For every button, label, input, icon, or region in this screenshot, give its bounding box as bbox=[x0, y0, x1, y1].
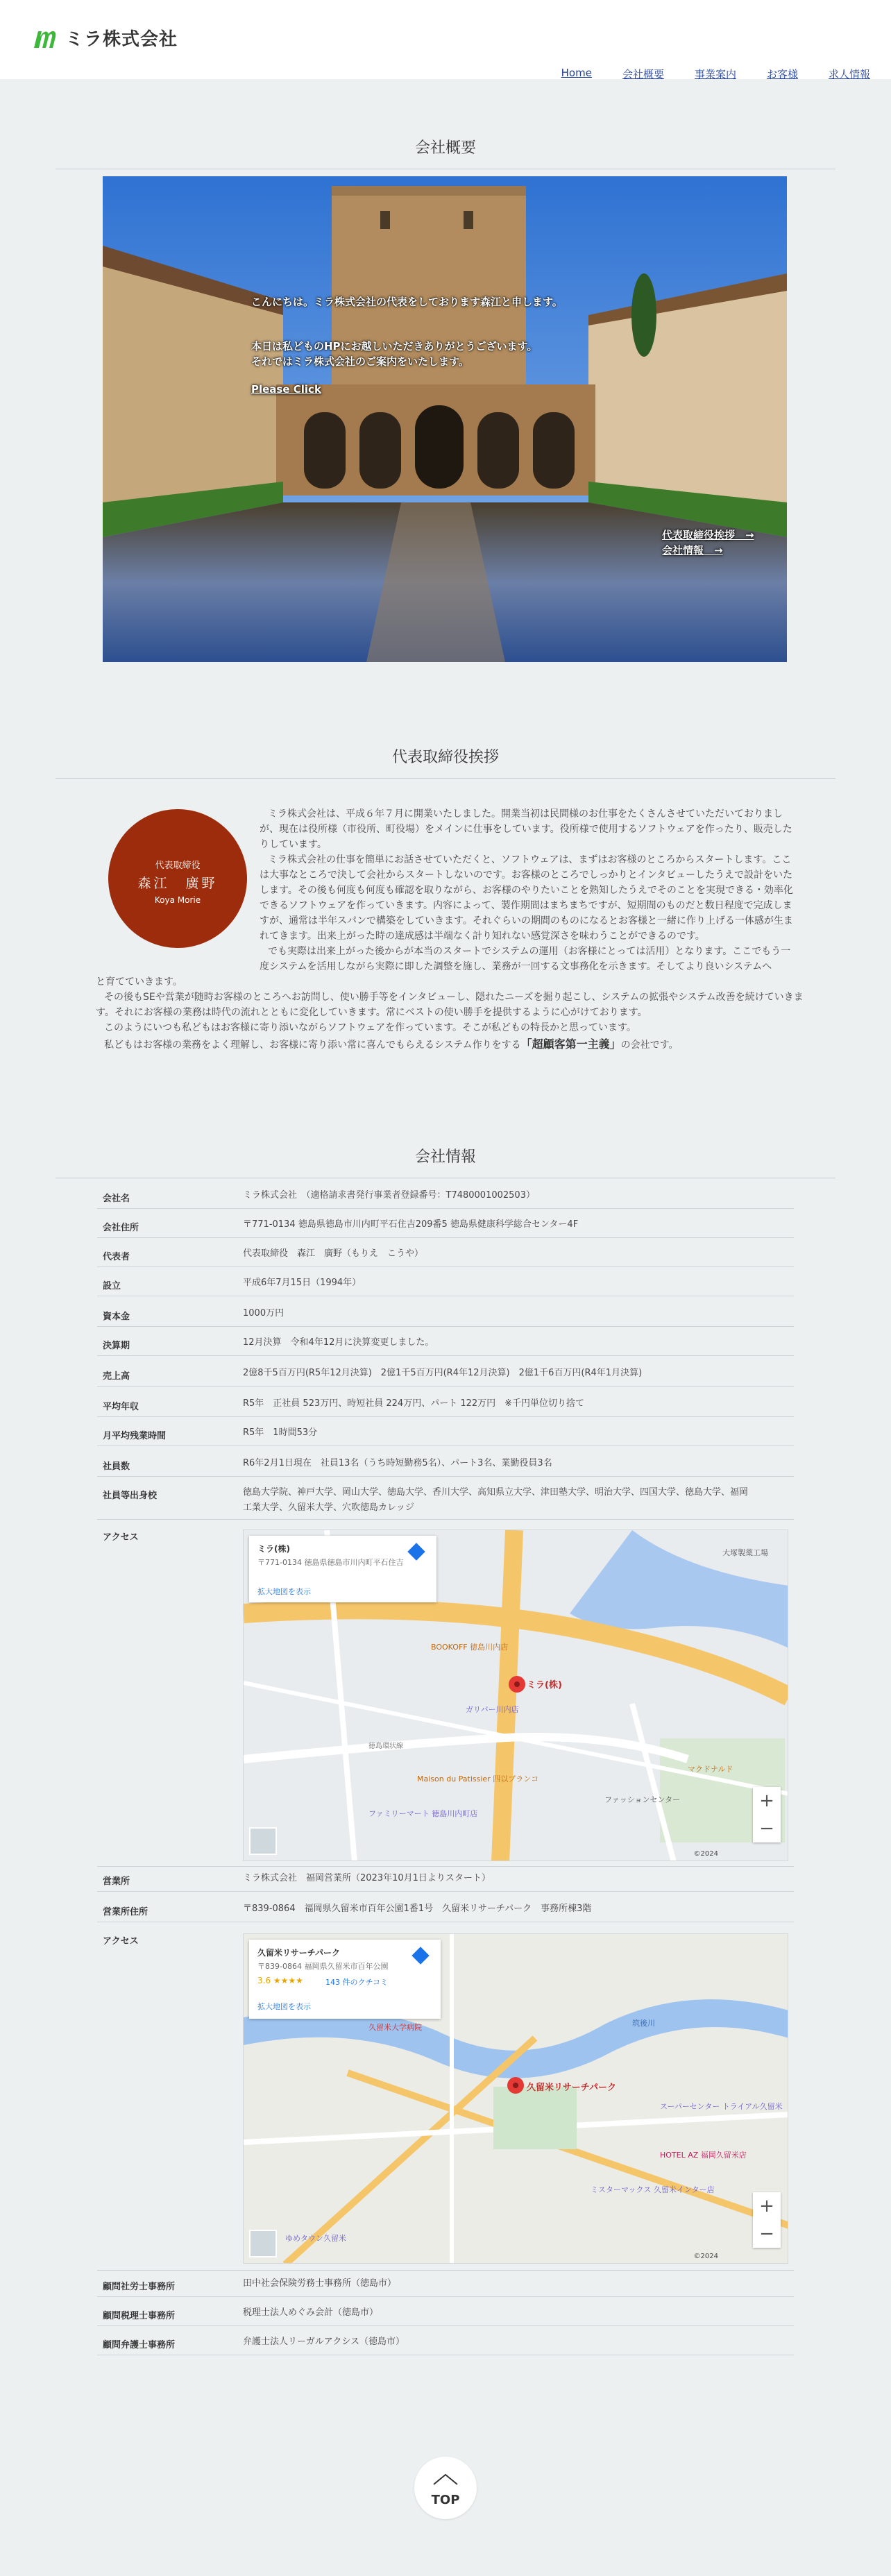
row-value: 12月決算 令和4年12月に決算変更しました。 bbox=[243, 1337, 434, 1348]
row-value: 代表取締役 森江 廣野（もりえ こうや） bbox=[243, 1248, 424, 1259]
nav-company[interactable]: 会社概要 bbox=[622, 68, 664, 80]
hero-image bbox=[103, 176, 787, 662]
table-row bbox=[97, 1276, 794, 1296]
directions-icon[interactable] bbox=[407, 1543, 425, 1560]
map-place-label: 大塚製薬工場 bbox=[722, 1548, 768, 1557]
table-row bbox=[97, 1485, 794, 1520]
hero-photo bbox=[103, 176, 787, 662]
map-attribution: ©2024 bbox=[693, 1850, 718, 1858]
map-place-label: 筑後川 bbox=[632, 2019, 655, 2028]
greeting-motto: 「超顧客第一主義」 bbox=[520, 1037, 621, 1051]
map-place-label: スーパーセンター トライアル久留米 bbox=[660, 2102, 783, 2111]
row-key: 営業所住所 bbox=[103, 1907, 148, 1917]
row-value-line: 徳島大学院、神戸大学、岡山大学、徳島大学、香川大学、高知県立大学、津田塾大学、明治大学、四国大学、徳島大学、福岡 bbox=[243, 1487, 749, 1498]
logo-text: ミラ株式会社 bbox=[65, 29, 178, 50]
row-value: 〒771-0134 徳島県徳島市川内町平石住吉209番5 徳島県健康科学総合センター4F bbox=[243, 1219, 579, 1230]
hero-thanks: 本日は私どものHPにお越しいただきありがとうございます。 bbox=[251, 340, 538, 353]
row-value: R6年2月1日現在 社員13名（うち時短勤務5名）、パート3名、業勤役員3名 bbox=[243, 1458, 552, 1468]
row-value-line: 工業大学、久留米大学、穴吹徳島カレッジ bbox=[243, 1502, 414, 1513]
map-place-label: Maison du Patissier 四以ブランコ bbox=[417, 1774, 539, 1783]
row-value: 弁護士法人リーガルアクシス（徳島市） bbox=[243, 2337, 405, 2347]
map-zoom-controls bbox=[753, 1787, 781, 1842]
map-card-link[interactable]: 拡大地図を表示 bbox=[257, 2002, 311, 2011]
row-value bbox=[243, 1485, 748, 1516]
map-place-label: ファッションセンター bbox=[604, 1795, 681, 1804]
nav-recruit[interactable]: 求人情報 bbox=[828, 68, 870, 80]
row-key: 顧問社労士事務所 bbox=[103, 2282, 176, 2292]
row-key: 会社名 bbox=[103, 1194, 130, 1204]
greeting-line: と育てていきます。 bbox=[96, 976, 183, 988]
greeting-line: できるソフトウェアを作っていきます。内容によって、製作期間はまちまちですが、短期間のものだと数日程度で完成しま bbox=[260, 900, 792, 911]
ceo-roman-name: Koya Morie bbox=[154, 895, 201, 905]
greeting-closing bbox=[104, 1037, 679, 1053]
map-card-address: 〒839-0864 福岡県久留米市百年公園 bbox=[257, 1962, 389, 1971]
hero-guide: それではミラ株式会社のご案内をいたします。 bbox=[251, 355, 469, 368]
map-card-link[interactable]: 拡大地図を表示 bbox=[257, 1587, 311, 1596]
map-place-label: HOTEL AZ 福岡久留米店 bbox=[660, 2151, 747, 2160]
zoom-out-button[interactable]: − bbox=[759, 1818, 774, 1839]
table-row bbox=[97, 1396, 794, 1417]
map-place-label: ファミリーマート 徳島川内町店 bbox=[368, 1809, 478, 1818]
table-row bbox=[97, 1425, 794, 1446]
greeting-line: りしています。 bbox=[260, 839, 327, 850]
greeting-line: れてきます。出来上がった時の達成感は半端なく計り知れない感覚深さを味わうことができるのです。 bbox=[260, 931, 705, 942]
row-value: ミラ株式会社 （適格請求書発行事業者登録番号：T7480001002503） bbox=[243, 1190, 535, 1201]
row-key: 社員数 bbox=[103, 1461, 130, 1472]
map-place-label: マクドナルド bbox=[688, 1765, 733, 1774]
street-view-icon[interactable] bbox=[249, 2230, 277, 2257]
row-value: 税理士法人めぐみ会計（徳島市） bbox=[243, 2307, 379, 2318]
row-key: 月平均残業時間 bbox=[103, 1431, 167, 1441]
row-key: 売上高 bbox=[103, 1371, 130, 1382]
row-key: アクセス bbox=[103, 1936, 139, 1947]
greeting-line: 度システムを活用しながら実際に即した調整を施し、業務が一回する文事務化を示きます。そしてより良いシステムへ bbox=[260, 961, 772, 972]
row-key: アクセス bbox=[103, 1532, 139, 1543]
greeting-line: でも実際は出来上がった後からが本当のスタートでシステムの運用（お客様にとっては活用）となります。ここでもう一 bbox=[268, 946, 791, 957]
greeting-line: このようにいつも私どもはお客様に寄り添いながらソフトウェアを作っています。そこが私どもの特長かと思っています。 bbox=[104, 1022, 636, 1033]
row-key: 顧問弁護士事務所 bbox=[103, 2340, 176, 2350]
row-key: 決算期 bbox=[103, 1341, 130, 1351]
map-info-card bbox=[249, 1536, 436, 1602]
map-card-rating: 3.6 ★★★★ bbox=[257, 1976, 303, 1985]
table-row bbox=[97, 1188, 794, 1209]
map-place-label: BOOKOFF 徳島川内店 bbox=[431, 1643, 509, 1652]
greeting-title: 代表取締役挨拶 bbox=[56, 745, 835, 779]
row-value: 2億8千5百万円(R5年12月決算) 2億1千5百万円(R4年12月決算) 2億1千6百万円(R4年1月決算) bbox=[243, 1368, 643, 1378]
greeting-motto-tail: の会社です。 bbox=[620, 1040, 679, 1051]
map-marker-label[interactable]: ミラ(株) bbox=[527, 1680, 562, 1690]
map-kurume[interactable] bbox=[243, 1933, 788, 2264]
table-row bbox=[97, 1366, 794, 1387]
map-place-label: ゆめタウン久留米 bbox=[285, 2234, 346, 2243]
zoom-in-button[interactable]: + bbox=[759, 2196, 774, 2217]
site-logo[interactable] bbox=[32, 25, 178, 51]
table-row bbox=[97, 1246, 794, 1267]
ceo-name: 森江 廣野 bbox=[137, 876, 218, 891]
main-nav bbox=[561, 67, 870, 81]
map-info-card bbox=[249, 1940, 441, 2019]
hero-greeting: こんにちは。ミラ株式会社の代表をしております森江と申します。 bbox=[251, 296, 563, 308]
chevron-up-icon bbox=[414, 2457, 477, 2491]
table-row bbox=[97, 2334, 794, 2355]
row-key: 設立 bbox=[103, 1281, 121, 1291]
hero-please-click[interactable]: Please Click bbox=[251, 383, 321, 396]
greeting-line: は大事なところで決して会社からスタートしないのです。お客様のところでしっかりとインタビューしたうえで設計をいた bbox=[260, 870, 793, 881]
nav-home[interactable]: Home bbox=[561, 67, 592, 79]
street-view-icon[interactable] bbox=[249, 1827, 277, 1855]
row-key: 代表者 bbox=[103, 1252, 130, 1262]
map-attribution: ©2024 bbox=[693, 2253, 718, 2260]
greeting-line: その後もSEや営業が随時お客様のところへお訪問し、使い勝手等をインタビューし、隠れたニーズを掘り起こし、システムの拡張やシステム改善を続けていきま bbox=[104, 992, 804, 1003]
map-card-reviews[interactable]: 143 件のクチコミ bbox=[325, 1978, 389, 1987]
table-row bbox=[97, 1871, 794, 1892]
zoom-in-button[interactable]: + bbox=[759, 1790, 774, 1811]
map-card-title: ミラ(株) bbox=[257, 1544, 290, 1554]
greeting-line: ミラ株式会社の仕事を簡単にお話させていただくと、ソフトウェアは、まずはお客様のところからスタートします。ここ bbox=[268, 854, 792, 865]
table-row bbox=[97, 1217, 794, 1238]
row-value: 田中社会保険労務士事務所（徳島市） bbox=[243, 2278, 397, 2289]
table-row bbox=[97, 1306, 794, 1327]
nav-customers[interactable]: お客様 bbox=[766, 68, 798, 80]
map-marker-label[interactable]: 久留米リサーチパーク bbox=[527, 2083, 616, 2093]
map-road-label: 徳島環状線 bbox=[368, 1743, 403, 1750]
map-place-label: ガリバー川内店 bbox=[466, 1705, 519, 1714]
directions-icon[interactable] bbox=[411, 1947, 429, 1964]
greeting-line: します。その後も何度も何度も確認を取りながら、お客様のやりたいことを熟知したうえでそのことを実現できる・効率化 bbox=[260, 885, 793, 896]
back-to-top-button[interactable] bbox=[414, 2457, 477, 2519]
greeting-line: す。それにお客様の業務は時代の流れとともに変化していきます。常にベストの使い勝手を提供するように心がけております。 bbox=[96, 1007, 647, 1018]
row-value: R5年 1時間53分 bbox=[243, 1427, 318, 1438]
company-info-title: 会社情報 bbox=[56, 1145, 835, 1178]
link-ceo-greeting[interactable]: 代表取締役挨拶 → bbox=[662, 529, 754, 541]
logo-icon bbox=[32, 26, 60, 51]
table-row bbox=[97, 1901, 794, 1922]
greeting-line: すが、通常は半年スパンで構築をしていきます。それぐらいの期間のものになるとお客様と一緒に作り上げる一体感が生ま bbox=[260, 915, 793, 926]
row-key: 平均年収 bbox=[103, 1402, 139, 1412]
table-row bbox=[97, 1456, 794, 1477]
zoom-out-button[interactable]: − bbox=[759, 2223, 774, 2244]
map-place-label: ミスターマックス 久留米インター店 bbox=[591, 2185, 715, 2194]
map-card-address: 〒771-0134 徳島県徳島市川内町平石住吉 bbox=[257, 1558, 404, 1567]
row-key: 資本金 bbox=[103, 1312, 130, 1322]
table-row bbox=[97, 2276, 794, 2297]
row-value: R5年 正社員 523万円、時短社員 224万円、パート 122万円 ※千円単位切り捨て bbox=[243, 1398, 585, 1409]
row-value: 平成6年7月15日（1994年） bbox=[243, 1278, 362, 1288]
ceo-badge bbox=[108, 809, 247, 948]
row-key: 顧問税理士事務所 bbox=[103, 2311, 176, 2321]
row-value: 〒839-0864 福岡県久留米市百年公園1番1号 久留米リサーチパーク 事務所棟3階 bbox=[243, 1904, 592, 1914]
greeting-line: 私どもはお客様の業務をよく理解し、お客様に寄り添い常に喜んでもらえるシステム作りをする bbox=[104, 1040, 521, 1051]
link-company-info[interactable]: 会社情報 → bbox=[662, 544, 723, 557]
greeting-line: が、現在は役所様（市役所、町役場）をメインに仕事をしています。役所様で使用するソフトウェアを作ったり、販売した bbox=[260, 824, 792, 835]
site-header bbox=[0, 0, 891, 79]
map-zoom-controls bbox=[753, 2192, 781, 2248]
ceo-role: 代表取締役 bbox=[155, 861, 201, 871]
row-value: ミラ株式会社 福岡営業所（2023年10月1日よりスタート） bbox=[243, 1873, 491, 1883]
row-key: 社員等出身校 bbox=[103, 1491, 158, 1501]
row-value: 1000万円 bbox=[243, 1308, 285, 1319]
row-key: 会社住所 bbox=[103, 1223, 139, 1233]
back-to-top-label: TOP bbox=[431, 2493, 460, 2507]
overview-title: 会社概要 bbox=[56, 136, 835, 169]
nav-business[interactable]: 事業案内 bbox=[694, 68, 736, 80]
table-row bbox=[97, 1335, 794, 1356]
table-row bbox=[97, 2305, 794, 2326]
map-card-title: 久留米リサーチパーク bbox=[257, 1948, 341, 1958]
row-key: 営業所 bbox=[103, 1876, 130, 1887]
greeting-line: ミラ株式会社は、平成６年７月に開業いたしました。開業当初は民間様のお仕事をたくさんさせていただいておりまし bbox=[268, 808, 783, 820]
map-tokushima[interactable] bbox=[243, 1530, 788, 1861]
map-place-label: 久留米大学病院 bbox=[368, 2023, 422, 2032]
